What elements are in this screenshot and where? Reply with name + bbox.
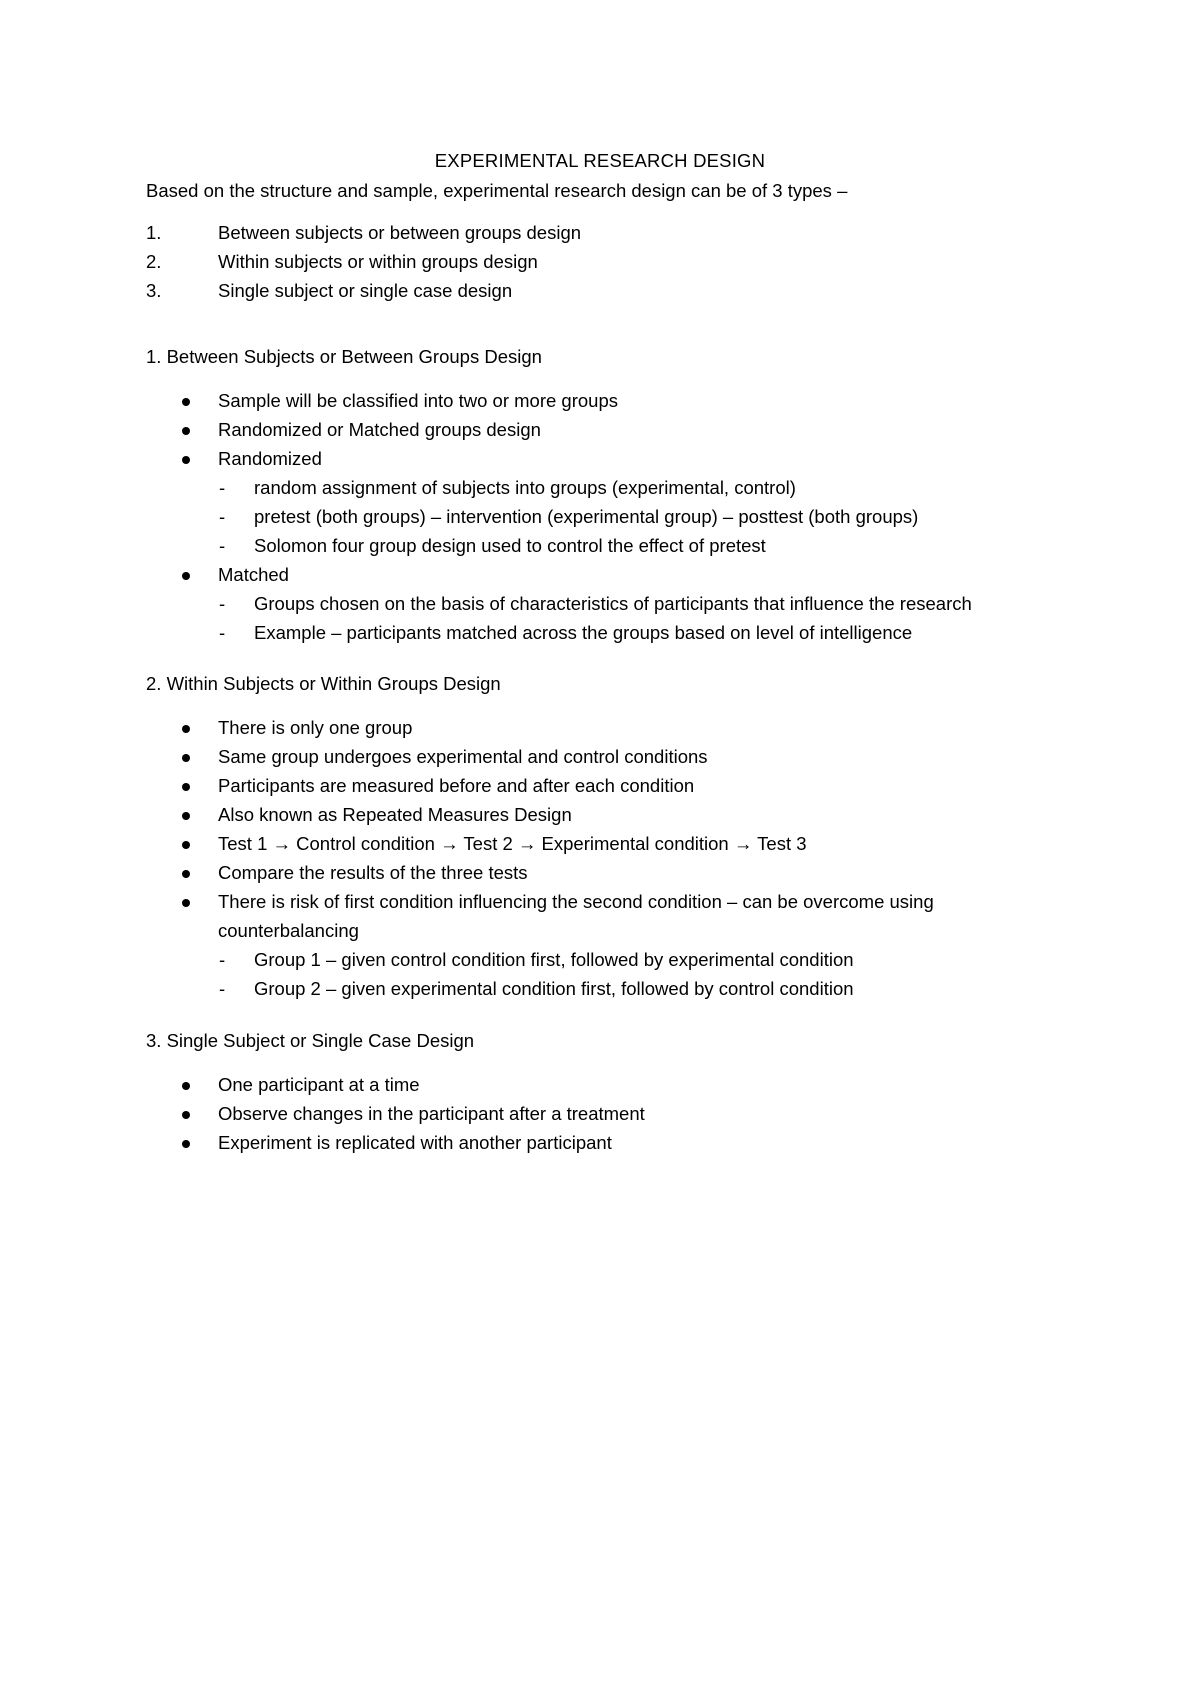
list-item	[146, 771, 1086, 800]
list-item	[146, 618, 1086, 647]
intro-block	[146, 176, 1086, 305]
section-heading: 3. Single Subject or Single Case Design	[146, 1030, 475, 1051]
list-item	[146, 218, 1086, 247]
bullet-icon	[182, 1082, 190, 1090]
list-number: 3.	[146, 280, 162, 301]
dash-marker: -	[219, 622, 226, 643]
list-item	[146, 974, 1086, 1003]
list-item-text: Within subjects or within groups design	[218, 251, 538, 272]
bullet-icon	[182, 572, 190, 580]
section-heading: 1. Between Subjects or Between Groups Design	[146, 346, 542, 367]
dash-marker: -	[219, 506, 226, 527]
list-item-text: Observe changes in the participant after a treatment	[218, 1103, 645, 1124]
dash-list	[146, 473, 1086, 560]
list-item-text: Compare the results of the three tests	[218, 862, 528, 883]
dash-marker: -	[219, 477, 226, 498]
list-item	[146, 560, 1086, 589]
list-item	[146, 742, 1086, 771]
list-item	[146, 589, 1086, 618]
list-item-text: Group 1 – given control condition first, followed by experimental condition	[254, 949, 854, 970]
dash-marker: -	[219, 593, 226, 614]
list-item	[146, 247, 1086, 276]
dash-marker: -	[219, 949, 226, 970]
types-list	[146, 218, 1086, 305]
list-number: 1.	[146, 222, 162, 243]
list-item-text: Solomon four group design used to control the effect of pretest	[254, 535, 766, 556]
list-item	[146, 1128, 1086, 1157]
list-item-text: Experiment is replicated with another participant	[218, 1132, 612, 1153]
list-item-text: Participants are measured before and after each condition	[218, 775, 695, 796]
list-item-text: Example – participants matched across the groups based on level of intelligence	[254, 622, 913, 643]
list-item-text: Sample will be classified into two or more groups	[218, 390, 618, 411]
list-item-text: Randomized	[218, 448, 322, 469]
bullet-icon	[182, 398, 190, 406]
bullet-list	[146, 560, 1086, 589]
section-between-subjects	[146, 342, 1086, 647]
list-item-text: pretest (both groups) – intervention (experimental group) – posttest (both groups)	[254, 506, 919, 527]
list-item	[146, 386, 1086, 415]
section-within-subjects	[146, 669, 1086, 1003]
bullet-icon	[182, 841, 190, 849]
list-item	[146, 1099, 1086, 1128]
bullet-icon	[182, 725, 190, 733]
intro-paragraph: Based on the structure and sample, experimental research design can be of 3 types –	[146, 180, 848, 201]
section-single-subject	[146, 1026, 1086, 1157]
list-item	[146, 945, 1086, 974]
list-item	[146, 713, 1086, 742]
bullet-icon	[182, 754, 190, 762]
list-item	[146, 887, 1086, 945]
list-item-text: Also known as Repeated Measures Design	[218, 804, 572, 825]
list-item-text: Matched	[218, 564, 289, 585]
bullet-icon	[182, 456, 190, 464]
list-item	[146, 444, 1086, 473]
list-item-text: There is risk of first condition influencing the second condition – can be overcome using counterbalancing	[218, 891, 934, 941]
list-item	[146, 829, 1086, 858]
list-item-text: There is only one group	[218, 717, 413, 738]
list-item	[146, 800, 1086, 829]
bullet-list	[146, 386, 1086, 473]
list-item-text: Single subject or single case design	[218, 280, 513, 301]
bullet-icon	[182, 1111, 190, 1119]
dash-marker: -	[219, 978, 226, 999]
list-item-text: One participant at a time	[218, 1074, 420, 1095]
dash-marker: -	[219, 535, 226, 556]
list-item-text: Test 1 → Control condition → Test 2 → Experimental condition → Test 3	[218, 833, 807, 854]
bullet-icon	[182, 812, 190, 820]
list-item	[146, 531, 1086, 560]
bullet-icon	[182, 427, 190, 435]
list-item-text: random assignment of subjects into groups (experimental, control)	[254, 477, 796, 498]
bullet-icon	[182, 899, 190, 907]
list-item	[146, 1070, 1086, 1099]
list-item-text: Between subjects or between groups design	[218, 222, 582, 243]
bullet-list	[146, 713, 1086, 945]
bullet-icon	[182, 783, 190, 791]
list-item	[146, 415, 1086, 444]
bullet-icon	[182, 1140, 190, 1148]
list-number: 2.	[146, 251, 162, 272]
list-item-text: Group 2 – given experimental condition first, followed by control condition	[254, 978, 854, 999]
bullet-icon	[182, 870, 190, 878]
list-item	[146, 473, 1086, 502]
list-item-text: Same group undergoes experimental and control conditions	[218, 746, 708, 767]
list-item-text: Groups chosen on the basis of characteristics of participants that influence the research	[254, 593, 972, 614]
list-item	[146, 276, 1086, 305]
list-item	[146, 858, 1086, 887]
list-item-text: Randomized or Matched groups design	[218, 419, 541, 440]
section-heading: 2. Within Subjects or Within Groups Design	[146, 673, 501, 694]
dash-list	[146, 589, 1086, 647]
document-title: EXPERIMENTAL RESEARCH DESIGN	[434, 150, 766, 171]
list-item	[146, 502, 1086, 531]
dash-list	[146, 945, 1086, 1003]
bullet-list	[146, 1070, 1086, 1157]
